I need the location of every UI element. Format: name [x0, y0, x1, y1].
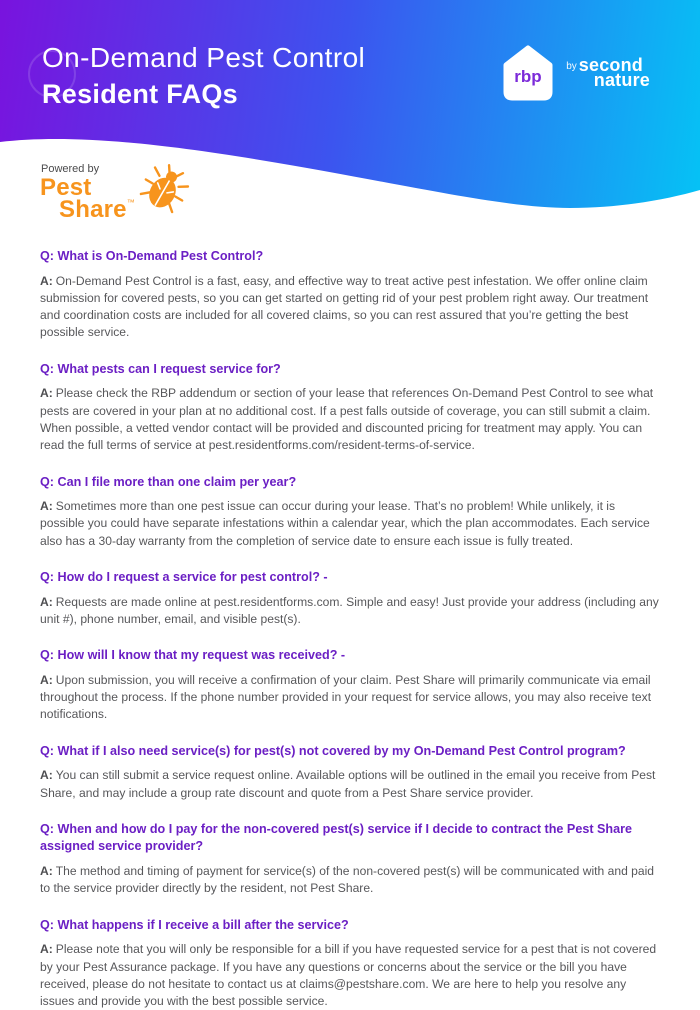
brand-word-second: second — [578, 54, 643, 75]
answer-prefix: A: — [40, 864, 53, 879]
faq-answer: A: The method and timing of payment for service(s) of the non-covered pest(s) will be communicated with and paid to the service provider directly by the resident, not Pest Share. — [40, 864, 655, 896]
faq-item-5 — [40, 647, 662, 723]
faq-question: Q: How do I request a service for pest control? - — [40, 569, 328, 584]
page-subtitle: Resident FAQs — [42, 79, 238, 110]
faq-item-7 — [40, 821, 662, 898]
faq-question: Q: What pests can I request service for? — [40, 361, 281, 376]
powered-by-label: Powered by — [41, 163, 100, 175]
powered-by-pestshare-logo — [40, 163, 187, 224]
faq-question: Q: How will I know that my request was received? - — [40, 648, 346, 663]
pestshare-word-share: Share™ — [59, 196, 135, 224]
answer-prefix: A: — [40, 768, 53, 783]
faq-question: Q: What is On-Demand Pest Control? — [40, 249, 264, 263]
faq-answer: A: Sometimes more than one pest issue can occur during your lease. That’s no problem! While unlikely, it is possible you could have separate infestations within a calendar year, which the plan accommodates. Each service also has a 30-day warranty from the completion of service date to ensure each issue is fully treated. — [40, 499, 650, 548]
faq-answer: A: Requests are made online at pest.residentforms.com. Simple and easy! Just provide your address (including any unit #), phone number, email, and visible pest(s). — [40, 594, 659, 626]
rbp-house-icon — [499, 42, 557, 104]
faq-item-4 — [40, 569, 662, 628]
brand-word-nature: nature — [593, 70, 650, 90]
rbp-second-nature-logo — [499, 42, 650, 104]
faq-list — [40, 248, 662, 1010]
faq-item-6 — [40, 743, 662, 802]
faq-answer: A: You can still submit a service request online. Available options will be outlined in the email you receive from Pest Share, and may include a group rate discount and quote from a Pest Share service provider. — [40, 768, 656, 800]
beetle-icon — [141, 165, 187, 215]
faq-answer: A: On-Demand Pest Control is a fast, easy, and effective way to treat active pest infestation. We offer online claim submission for covered pests, so you can get started on getting rid of your pest problem right away. Our treatment and coordination costs are included for all covered claims, so you can rest assured that you’re getting the best possible service. — [40, 273, 649, 340]
faq-question: Q: Can I file more than one claim per year? — [40, 474, 297, 489]
by-label: by — [566, 60, 577, 72]
faq-item-2 — [40, 361, 662, 455]
faq-question: Q: What happens if I receive a bill after the service? — [40, 917, 349, 932]
answer-prefix: A: — [40, 942, 53, 957]
faq-answer: A: Upon submission, you will receive a confirmation of your claim. Pest Share will primarily communicate via email throughout the process. If the phone number provided in your request for service allows, you may also receive text notifications. — [40, 672, 652, 722]
header-text-block — [42, 42, 365, 110]
faq-item-1 — [40, 248, 662, 342]
faq-item-3 — [40, 474, 662, 550]
faq-question: Q: What if I also need service(s) for pest(s) not covered by my On-Demand Pest Control program? — [40, 743, 626, 758]
page-title: On-Demand Pest Control — [42, 42, 366, 73]
answer-prefix: A: — [40, 594, 53, 609]
pestshare-word-pest: Pest — [40, 174, 92, 201]
trademark-symbol: ™ — [126, 198, 135, 208]
faq-answer: A: Please check the RBP addendum or section of your lease that references On-Demand Pest Control to see what pests are covered in your plan at no additional cost. If a pest falls outside of coverage, you can still submit a claim. When possible, a vetted vendor contact will be provided and discounted pricing for treatment may apply. You can read the full terms of service at pest.residentforms.com/resident-terms-of-service. — [40, 386, 654, 453]
faq-question: Q: When and how do I pay for the non-covered pest(s) service if I decide to contract the Pest Share assigned service provider? — [40, 821, 633, 854]
answer-prefix: A: — [40, 273, 53, 288]
answer-prefix: A: — [40, 672, 53, 687]
answer-prefix: A: — [40, 499, 53, 514]
rbp-logo-text: rbp — [514, 67, 542, 86]
faq-item-8 — [40, 917, 662, 1010]
faq-answer: A: Please note that you will only be responsible for a bill if you have requested service for a pest that is not covered by your Pest Assurance package. If you have any questions or concerns about the service or the bill you have received, please do not hesitate to contact us at claims@pestshare.com. We are here to help you resolve any issues and provide you with the best possible service. — [40, 942, 657, 1009]
answer-prefix: A: — [40, 386, 53, 401]
second-nature-wordmark — [566, 54, 650, 90]
